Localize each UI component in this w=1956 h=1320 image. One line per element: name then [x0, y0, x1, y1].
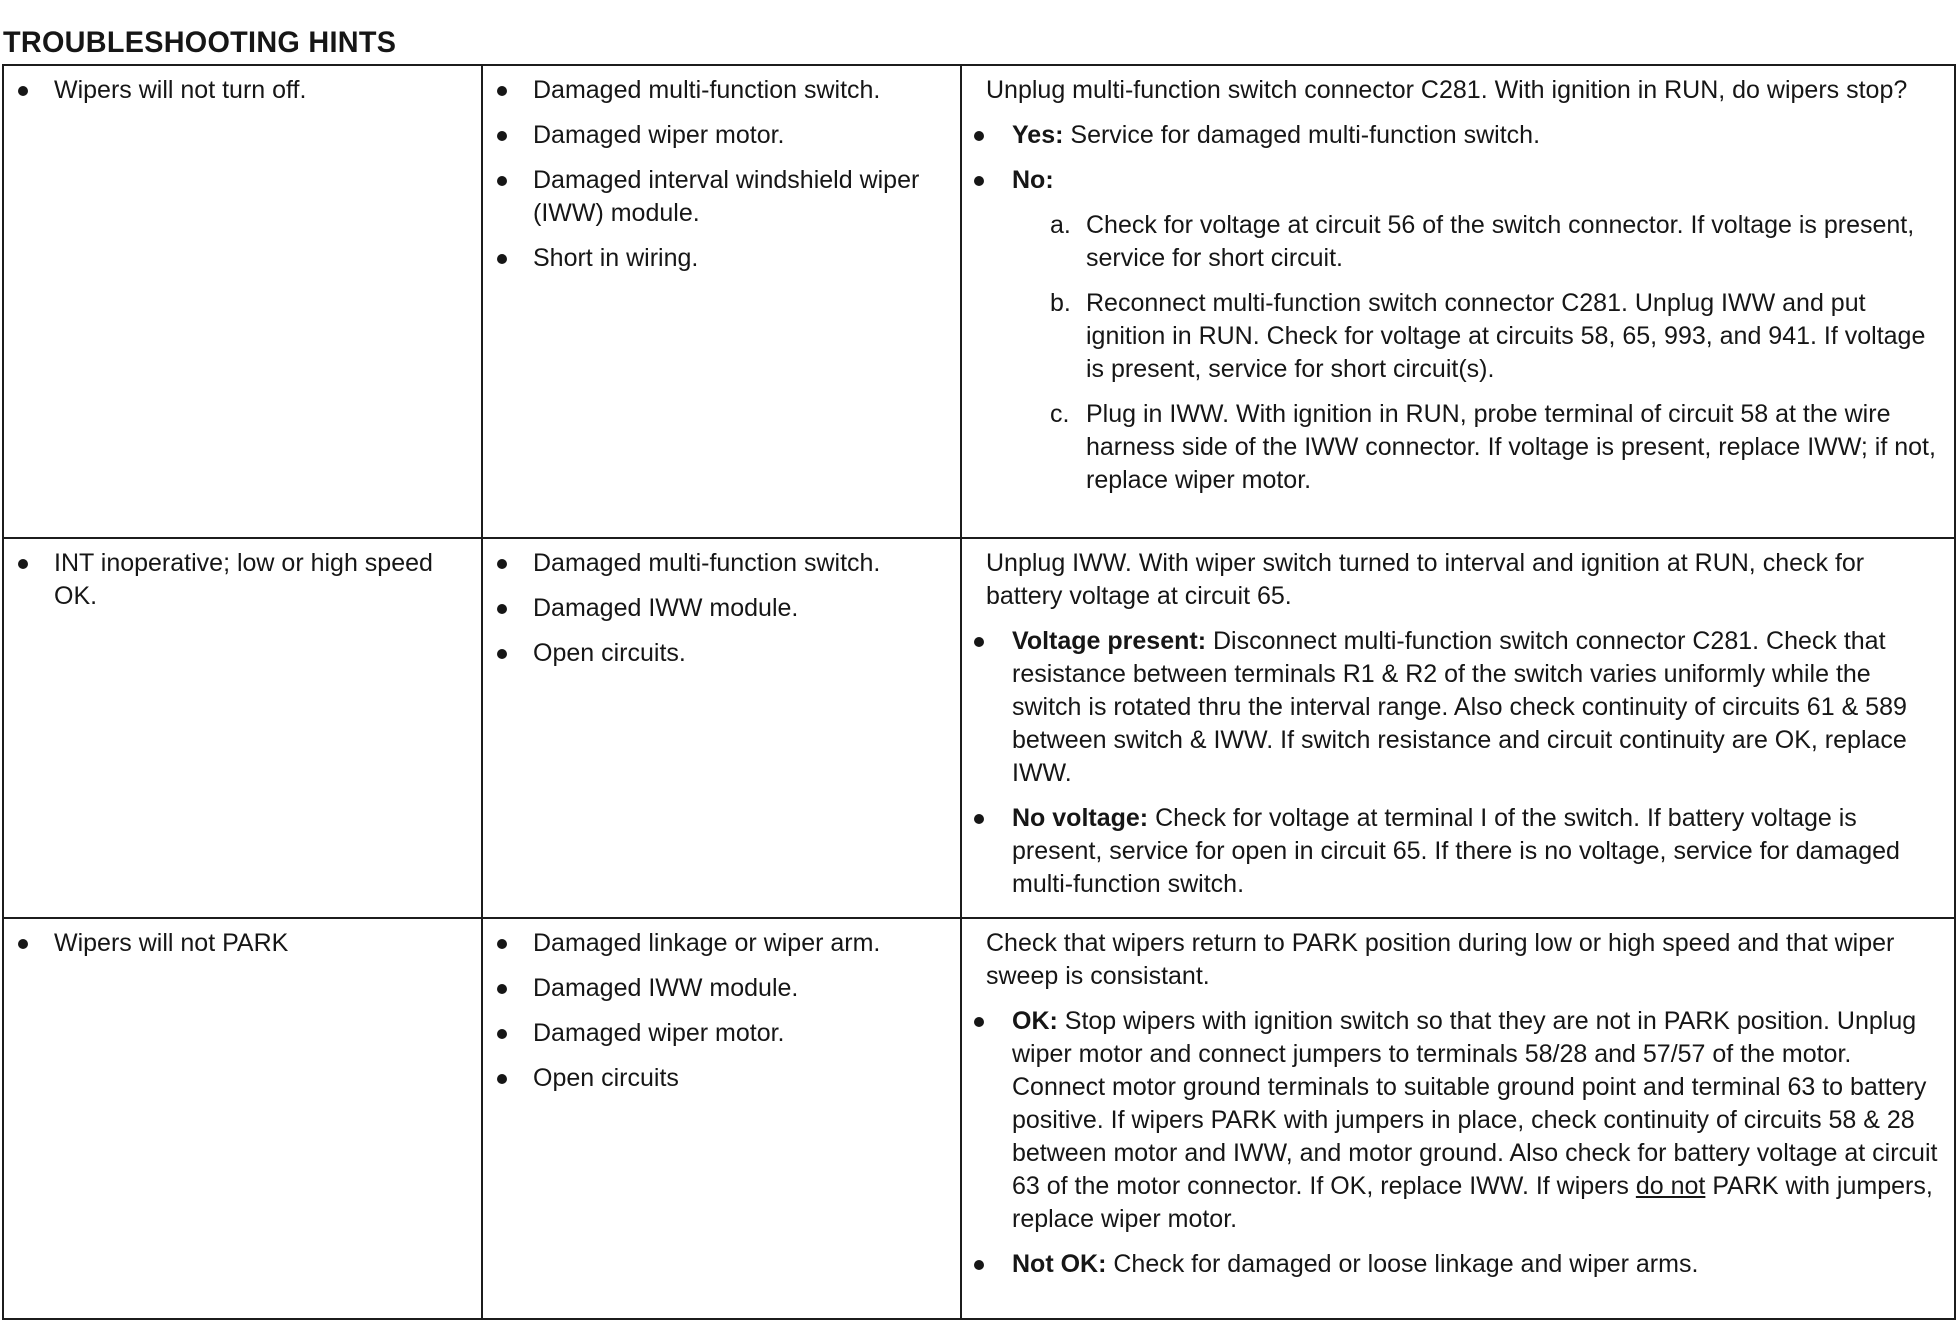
cause-item: Open circuits: [495, 1062, 948, 1095]
step-item: [1050, 287, 1942, 386]
step-letter: c.: [1050, 400, 1070, 428]
action-intro: Unplug IWW. With wiper switch turned to interval and ignition at RUN, check for battery voltage at circuit 65.: [986, 549, 1865, 610]
condition-cell: [3, 538, 482, 918]
no-voltage-text: Check for voltage at terminal I of the switch. If battery voltage is present, service for open in circuit 65. If there is no voltage, service for damaged multi-function switch.: [1012, 804, 1900, 898]
cause-item: Damaged multi-function switch.: [495, 74, 948, 107]
action-intro: Unplug multi-function switch connector C281. With ignition in RUN, do wipers stop?: [986, 76, 1908, 104]
cause-item: Damaged interval windshield wiper (IWW) module.: [495, 164, 948, 230]
condition-text: Wipers will not PARK: [16, 927, 469, 960]
cause-item: Damaged wiper motor.: [495, 1017, 948, 1050]
ok-text: Stop wipers with ignition switch so that they are not in PARK position. Unplug wiper motor and connect jumpers to terminals 58/28 and 57/57 of the motor. Connect motor ground terminals to suitable ground point and terminal 63 to battery positive. If wipers PARK with jumpers in place, check continuity of circuits 58 & 28 between motor and IWW, and motor ground. Also check for battery voltage at circuit 63 of the motor connector. If OK, replace IWW. If wipers: [1012, 1007, 1938, 1200]
condition-text: Wipers will not turn off.: [16, 74, 469, 107]
cause-cell: [482, 538, 961, 918]
yes-text: Service for damaged multi-function switch.: [1070, 121, 1541, 149]
step-text: Check for voltage at circuit 56 of the switch connector. If voltage is present, service for short circuit.: [1086, 211, 1915, 272]
cause-list: [495, 927, 948, 1095]
action-cell: [961, 918, 1955, 1319]
cause-item: Damaged multi-function switch.: [495, 547, 948, 580]
cause-item: Damaged IWW module.: [495, 592, 948, 625]
troubleshooting-table: [2, 64, 1956, 1320]
cause-item: Damaged IWW module.: [495, 972, 948, 1005]
step-item: [1050, 209, 1942, 275]
cause-cell: [482, 918, 961, 1319]
step-list: [1050, 209, 1942, 497]
step-letter: a.: [1050, 211, 1071, 239]
action-no-voltage: [974, 802, 1942, 901]
cause-item: Open circuits.: [495, 637, 948, 670]
action-yes: [974, 119, 1942, 152]
action-voltage-present: [974, 625, 1942, 790]
action-ok: [974, 1005, 1942, 1236]
cause-list: [495, 74, 948, 275]
condition-cell: [3, 65, 482, 538]
condition-cell: [3, 918, 482, 1319]
step-item: [1050, 398, 1942, 497]
action-cell: [961, 65, 1955, 538]
table-row: [3, 538, 1955, 918]
action-no: [974, 164, 1942, 497]
table-row: [3, 918, 1955, 1319]
voltage-present-label: Voltage present:: [1012, 627, 1207, 655]
cause-cell: [482, 65, 961, 538]
step-text: Plug in IWW. With ignition in RUN, probe terminal of circuit 58 at the wire harness side of the IWW connector. If voltage is present, replace IWW; if not, replace wiper motor.: [1086, 400, 1936, 494]
step-letter: b.: [1050, 289, 1071, 317]
no-label: No:: [1012, 166, 1054, 194]
ok-emphasis: do not: [1635, 1172, 1706, 1200]
no-voltage-label: No voltage:: [1012, 804, 1149, 832]
cause-item: Damaged wiper motor.: [495, 119, 948, 152]
ok-label: OK:: [1012, 1007, 1058, 1035]
not-ok-text: Check for damaged or loose linkage and wiper arms.: [1113, 1250, 1699, 1278]
step-text: Reconnect multi-function switch connector C281. Unplug IWW and put ignition in RUN. Check for voltage at circuits 58, 65, 993, and 941. If voltage is present, service for short circuit(s).: [1086, 289, 1926, 383]
condition-text: INT inoperative; low or high speed OK.: [16, 547, 469, 613]
yes-label: Yes:: [1012, 121, 1064, 149]
table-row: [3, 65, 1955, 538]
action-intro: Check that wipers return to PARK position during low or high speed and that wiper sweep is consistant.: [986, 929, 1895, 990]
not-ok-label: Not OK:: [1012, 1250, 1107, 1278]
voltage-present-text: Disconnect multi-function switch connector C281. Check that resistance between terminals R1 & R2 of the switch varies uniformly while the switch is rotated thru the interval range. Also check continuity of circuits 61 & 589 between switch & IWW. If switch resistance and circuit continuity are OK, replace IWW.: [1012, 627, 1907, 787]
action-not-ok: [974, 1248, 1942, 1281]
cause-item: Damaged linkage or wiper arm.: [495, 927, 948, 960]
action-cell: [961, 538, 1955, 918]
cause-list: [495, 547, 948, 670]
ok-text-end: PARK with jumpers, replace wiper motor.: [1012, 1172, 1933, 1233]
page-title: TROUBLESHOOTING HINTS: [3, 26, 397, 59]
cause-item: Short in wiring.: [495, 242, 948, 275]
